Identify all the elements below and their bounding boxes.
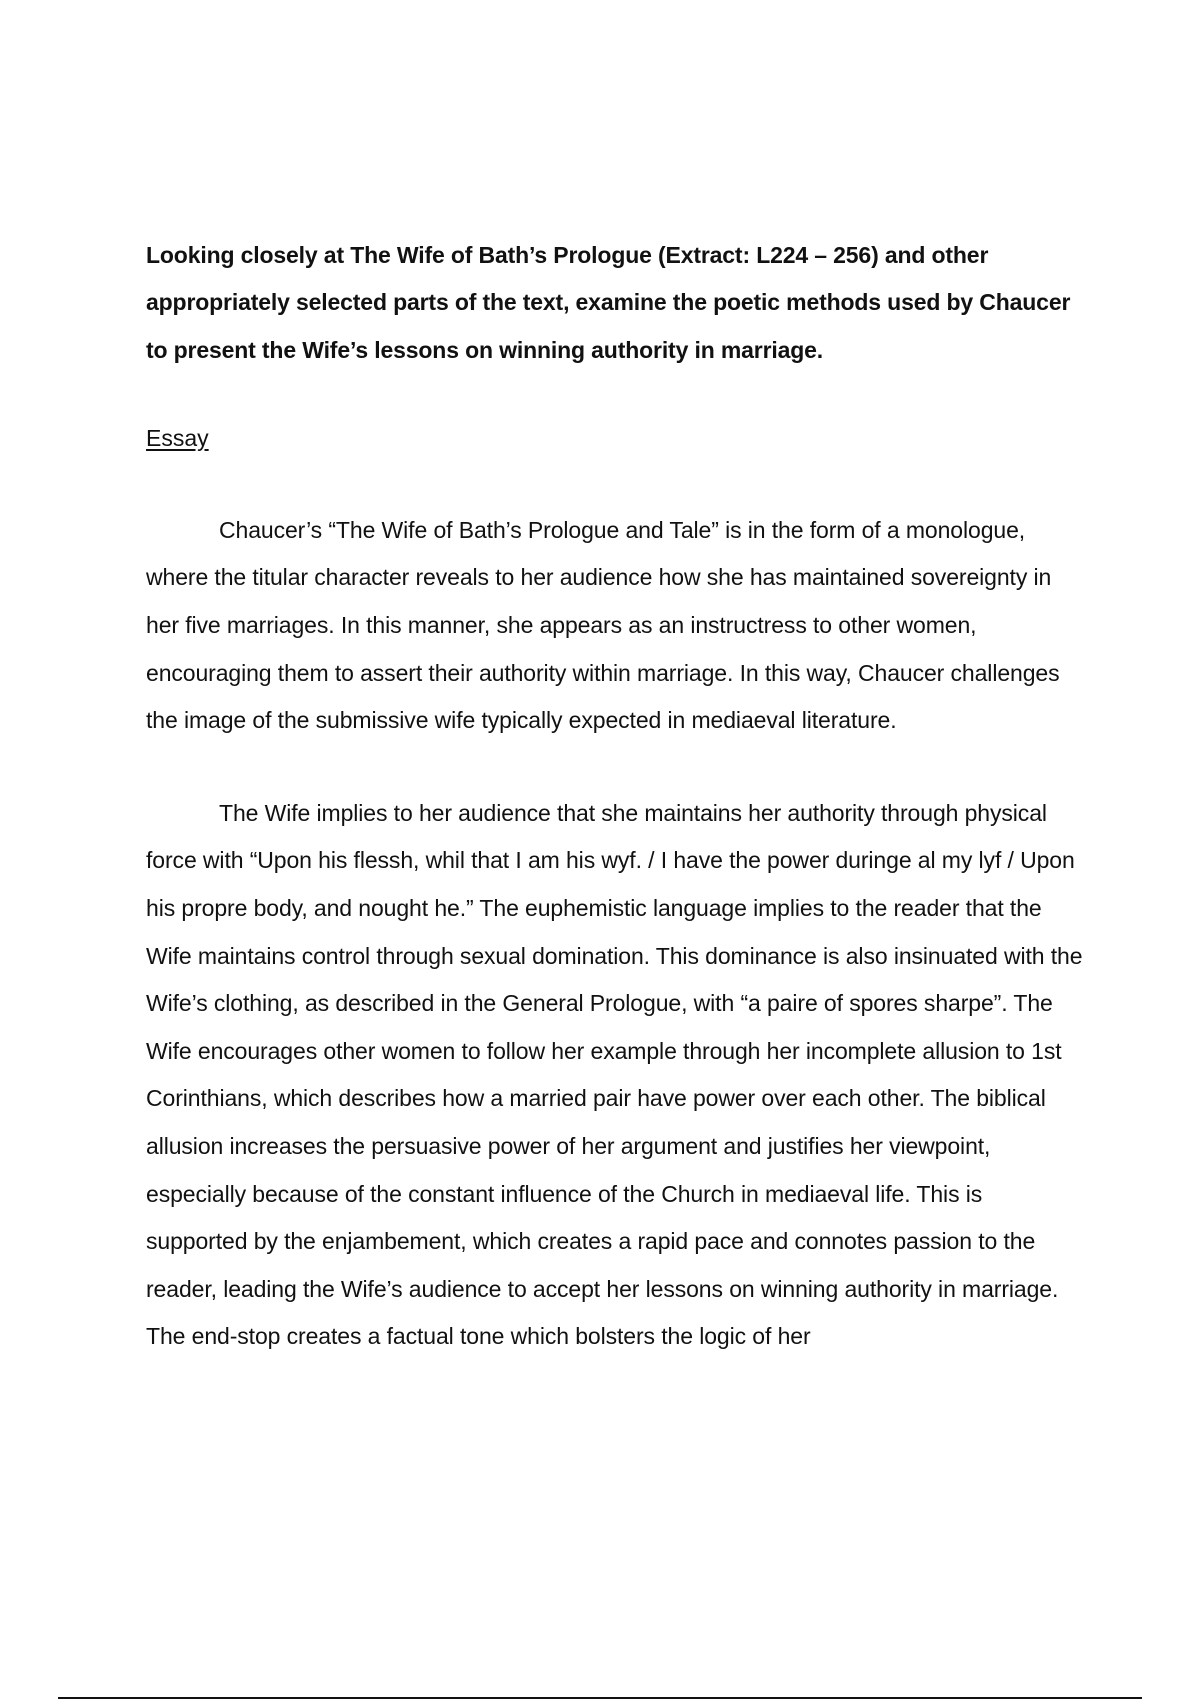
essay-paragraph: The Wife implies to her audience that she maintains her authority through physical force with “Upon his flessh, whil that I am his wyf. / I have the power duringe al my lyf / Upon his propre body, and nought he.” The euphemistic language implies to the reader that the Wife maintains control through sexual domination. This dominance is also insinuated with the Wife’s clothing, as described in the General Prologue, with “a paire of spores sharpe”. The Wife encourages other women to follow her example through her incomplete allusion to 1st Corinthians, which describes how a married pair have power over each other. The biblical allusion increases the persuasive power of her argument and justifies her viewpoint, especially because of the constant influence of the Church in mediaeval life. This is supported by the enjambement, which creates a rapid pace and connotes passion to the reader, leading the Wife’s audience to accept her lessons on winning authority in marriage. The end-stop creates a factual tone which bolsters the logic of her bbox=[146, 799, 1083, 1350]
essay-paragraph: Chaucer’s “The Wife of Bath’s Prologue and Tale” is in the form of a monologue, where the titular character reveals to her audience how she has maintained sovereignty in her five marriages. In this manner, she appears as an instructress to other women, encouraging them to assert their authority within marriage. In this way, Chaucer challenges the image of the submissive wife typically expected in mediaeval literature. bbox=[146, 516, 1060, 734]
document-body bbox=[146, 232, 1086, 1361]
essay-heading: Essay bbox=[146, 424, 209, 451]
essay-question: Looking closely at The Wife of Bath’s Prologue (Extract: L224 – 256) and other appropriately selected parts of the text, examine the poetic methods used by Chaucer to present the Wife’s lessons on winning authority in marriage. bbox=[146, 242, 1071, 363]
page-bottom-rule bbox=[58, 1697, 1142, 1699]
